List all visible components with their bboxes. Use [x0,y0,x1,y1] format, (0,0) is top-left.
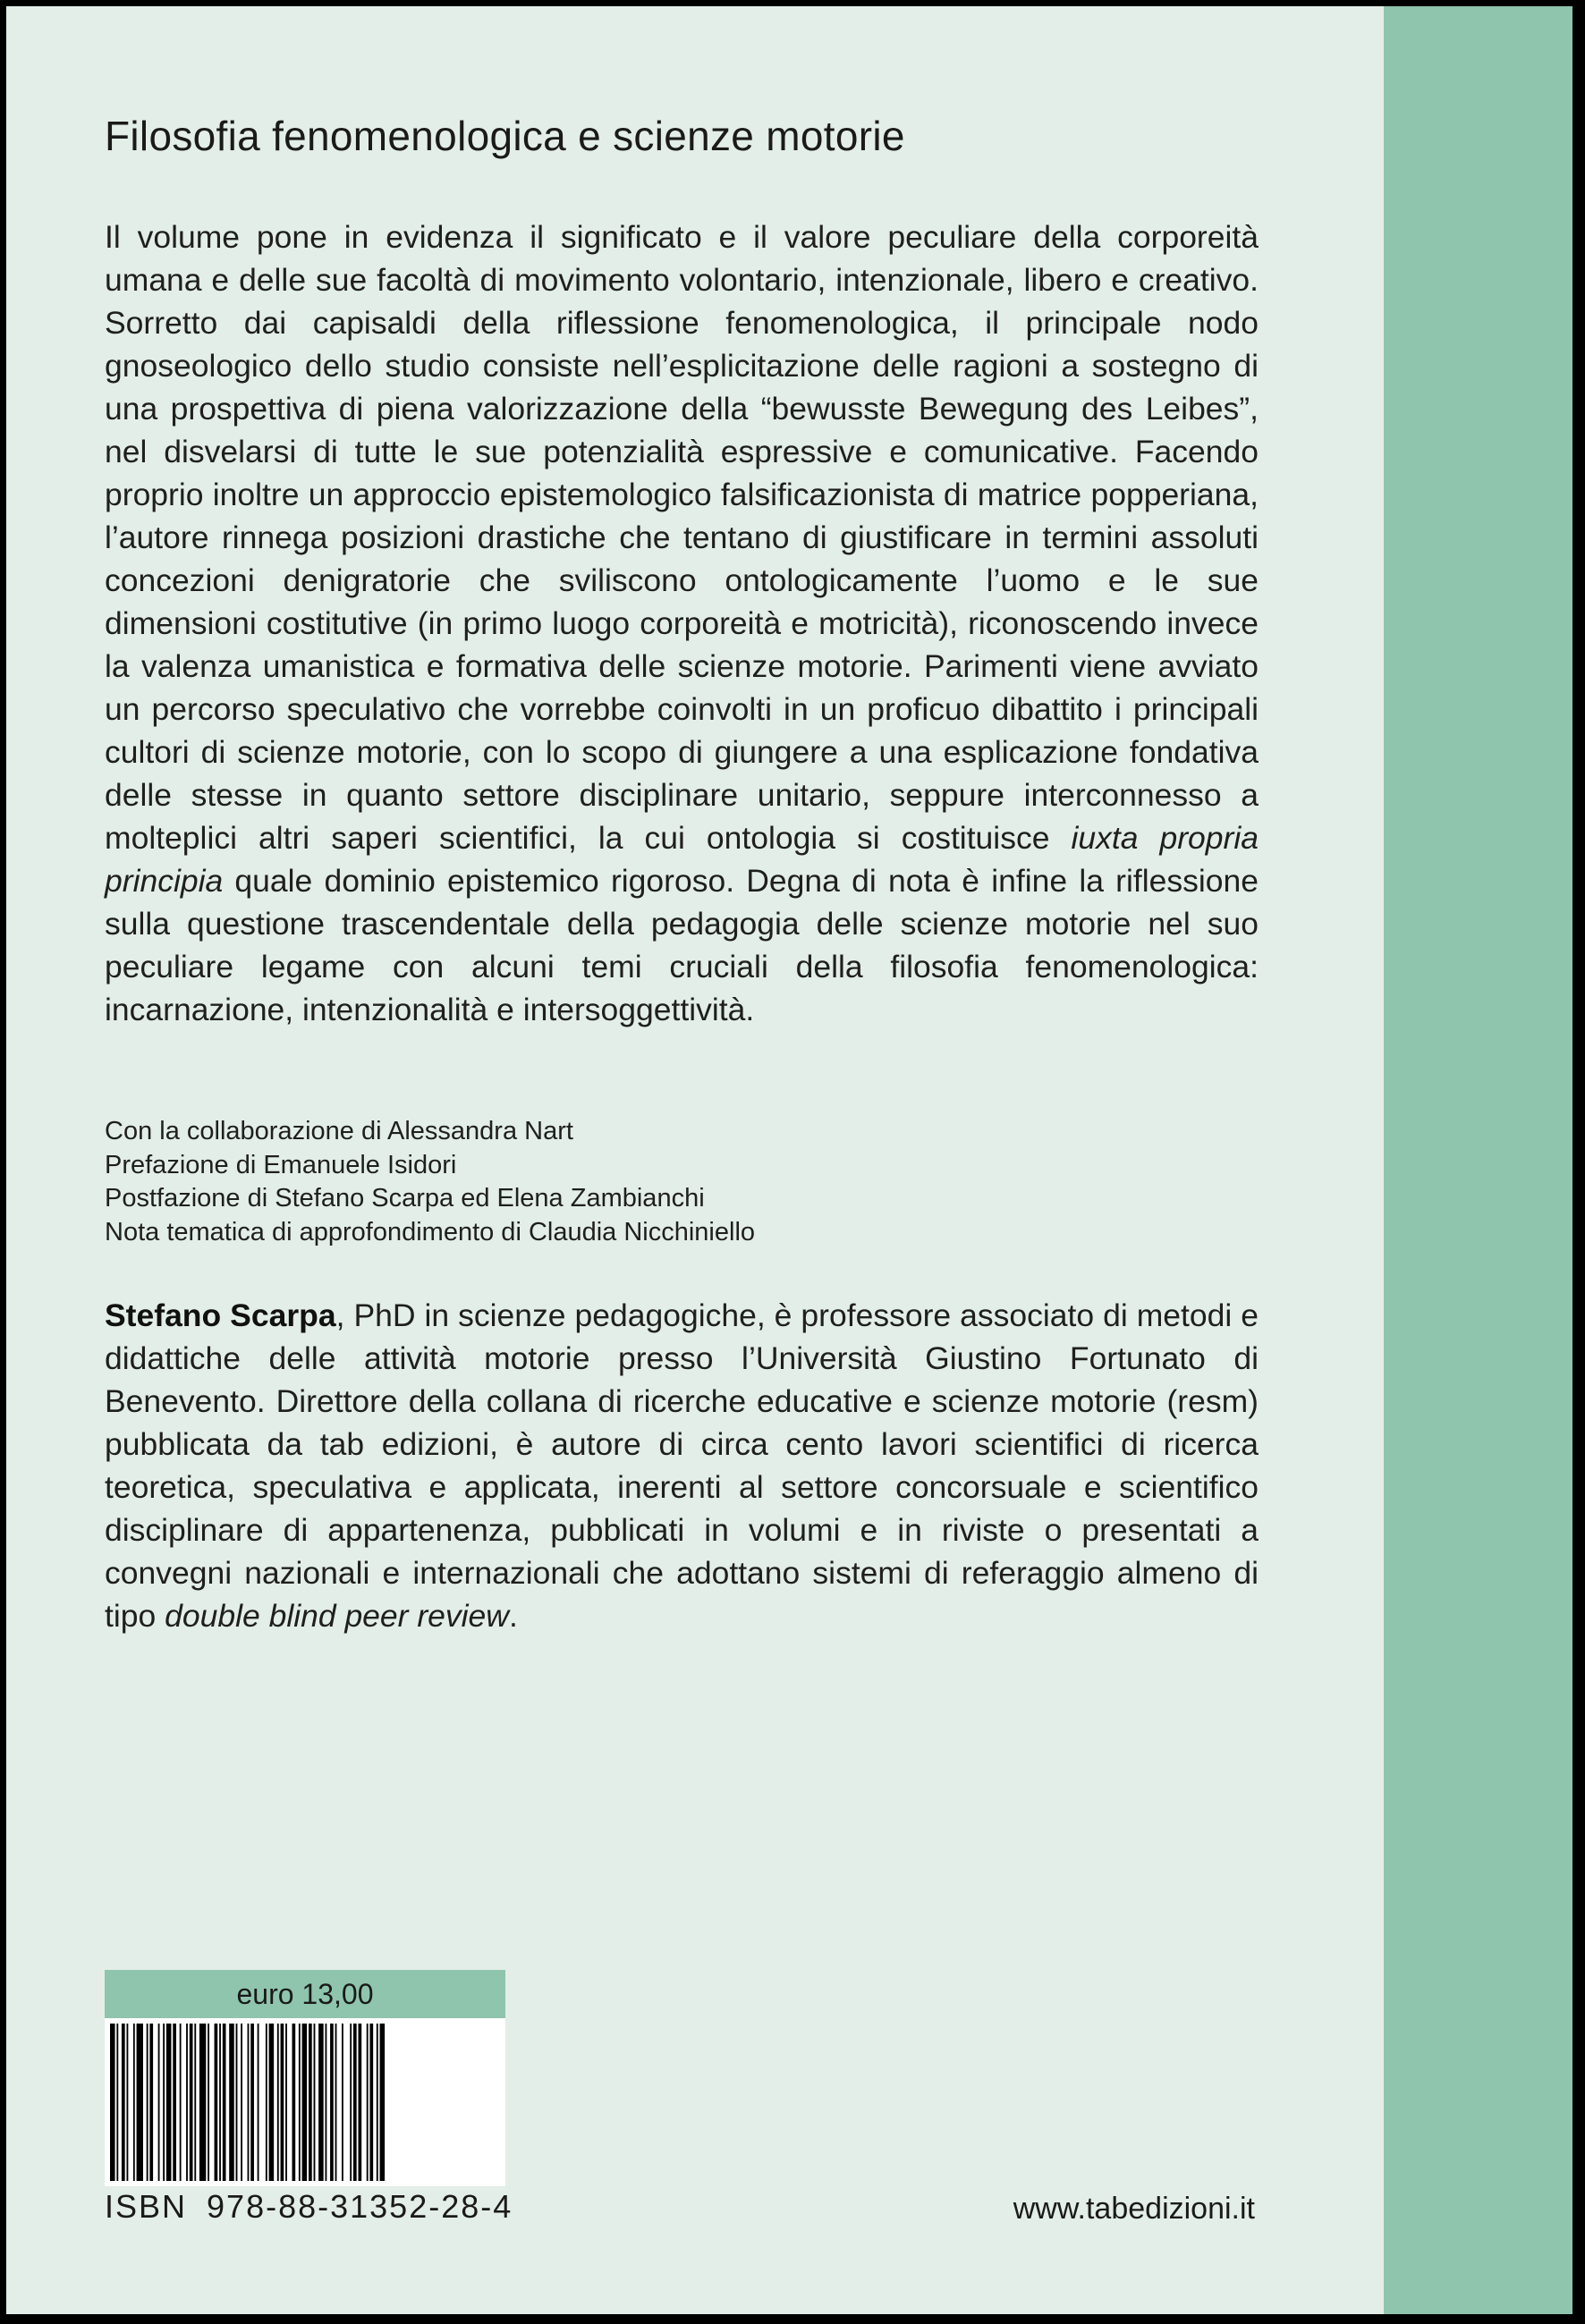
barcode-bar [208,2024,209,2181]
barcode-bar [250,2024,254,2181]
barcode-bar [116,2024,118,2181]
author-bio [105,1294,1259,1637]
barcode-bar [190,2024,193,2181]
barcode-bar [277,2024,279,2181]
barcode-bar [330,2024,334,2181]
barcode-bar [215,2024,218,2181]
barcode-bar [380,2024,386,2181]
price-box [105,1970,505,2018]
barcode-bar [219,2024,221,2181]
price: euro 13,00 [236,1977,374,2010]
author-name: Stefano Scarpa [105,1297,336,1333]
barcode-bar [281,2024,284,2181]
barcode-bar [199,2024,206,2181]
barcode-bar [110,2024,115,2181]
barcode-bar [367,2024,369,2181]
barcode-bar [350,2024,352,2181]
barcode-bar [149,2024,153,2181]
barcode-bar [326,2024,327,2181]
barcode-bar [173,2024,176,2181]
barcode-bar [241,2024,242,2181]
barcode-bar [285,2024,287,2181]
barcode-bar [309,2024,312,2181]
author-bio-end: . [508,1598,518,1634]
barcode-bar [229,2024,234,2181]
barcode-bar [194,2024,196,2181]
isbn: ISBN 978-88-31352-28-4 [105,2188,513,2225]
barcode-bar [266,2024,267,2181]
barcode-bar [302,2024,308,2181]
barcode-bar [359,2024,362,2181]
barcode-bar [318,2024,324,2181]
blurb-italic: iuxta propria principia [105,820,1259,899]
barcode-bar [127,2024,129,2181]
barcode-bar [180,2024,182,2181]
barcode-bar [223,2024,226,2181]
website-link[interactable]: www.tabedizioni.it [1013,2192,1255,2226]
credit-line: Prefazione di Emanuele Isidori [105,1150,457,1179]
barcode-bar [353,2024,357,2181]
book-title: Filosofia fenomenologica e scienze motorie [105,113,905,159]
accent-band [1384,6,1572,2314]
credit-line: Nota tematica di approfondimento di Claudia Nicchiniello [105,1217,756,1247]
barcode-bar [163,2024,165,2181]
barcode-bar [122,2024,125,2181]
barcode-bar [258,2024,259,2181]
barcode-bar [299,2024,301,2181]
author-bio-text: , PhD in scienze pedagogiche, è professore associato di metodi e didattiche delle attività motorie presso l’Università Giustino Fortunato di Benevento. Direttore della collana di ricerche educative e scienze motorie (resm) pubblicata da tab edizioni, è autore di circa cento lavori scientifici di ricerca teoretica, speculativa e applicata, inerenti al settore concorsuale e scientifico disciplinare di appartenenza, pubblicati in volumi e in riviste o presentati a convegni nazionali e internazionali che adottano sistemi di referaggio almeno di tipo [105,1297,1259,1634]
barcode-bar [248,2024,250,2181]
barcode-bar [158,2024,160,2181]
back-cover [6,6,1572,2314]
barcode-bar [342,2024,343,2181]
barcode-bar [147,2024,148,2181]
barcode-bar [292,2024,296,2181]
barcode-bar [377,2024,378,2181]
barcode-bar [269,2024,275,2181]
barcode-bar [314,2024,316,2181]
barcode-bar [186,2024,188,2181]
barcode-bar [137,2024,143,2181]
barcode-bar [236,2024,238,2181]
blurb-text: Il volume pone in evidenza il significato e il valore peculiare della corporeità umana e delle sue facoltà di movimento volontario, intenzionale, libero e creativo. Sorretto dai capisaldi della riflessione fenomenologica, il principale nodo gnoseologico dello studio consiste nell’esplicitazione delle ragioni a sostegno di una prospettiva di piena valorizzazione della “bewusste Bewegung des Leibes”, nel disvelarsi di tutte le sue potenzialità espressive e comunicative. Facendo proprio inoltre un approccio epistemologico falsificazionista di matrice popperiana, l’autore rinnega posizioni drastiche che tentano di giustificare in termini assoluti concezioni denigratorie che sviliscono ontologicamente l’uomo e le sue dimensioni costitutive (in primo luogo corporeità e motricità), riconoscendo invece la valenza umanistica e formativa delle scienze motorie. Parimenti viene avviato un percorso speculativo che vorrebbe coinvolti in un proficuo dibattito i principali cultori di scienze motorie, con lo scopo di giungere a una esplicazione fondativa delle stesse in quanto settore disciplinare unitario, seppure interconnesso a molteplici altri saperi scientifici, la cui ontologia si costituisce [105,219,1259,856]
barcode-bar [133,2024,135,2181]
blurb-text-end: quale dominio epistemico rigoroso. Degna di nota è infine la riflessione sulla questione trascendentale della pedagogia delle scienze motorie nel suo peculiare legame con alcuni temi cruciali della filosofia fenomenologica: incarnazione, intenzionalità e intersoggettività. [105,863,1259,1027]
author-bio-italic: double blind peer review [165,1598,509,1634]
credit-line: Con la collaborazione di Alessandra Nart [105,1117,573,1145]
barcode-icon [105,2018,505,2186]
barcode-bar [335,2024,337,2181]
barcode-bar [166,2024,172,2181]
credits [105,1115,1259,1249]
book-blurb [105,215,1259,1031]
barcode-bar [369,2024,373,2181]
credit-line: Postfazione di Stefano Scarpa ed Elena Zambianchi [105,1184,705,1213]
